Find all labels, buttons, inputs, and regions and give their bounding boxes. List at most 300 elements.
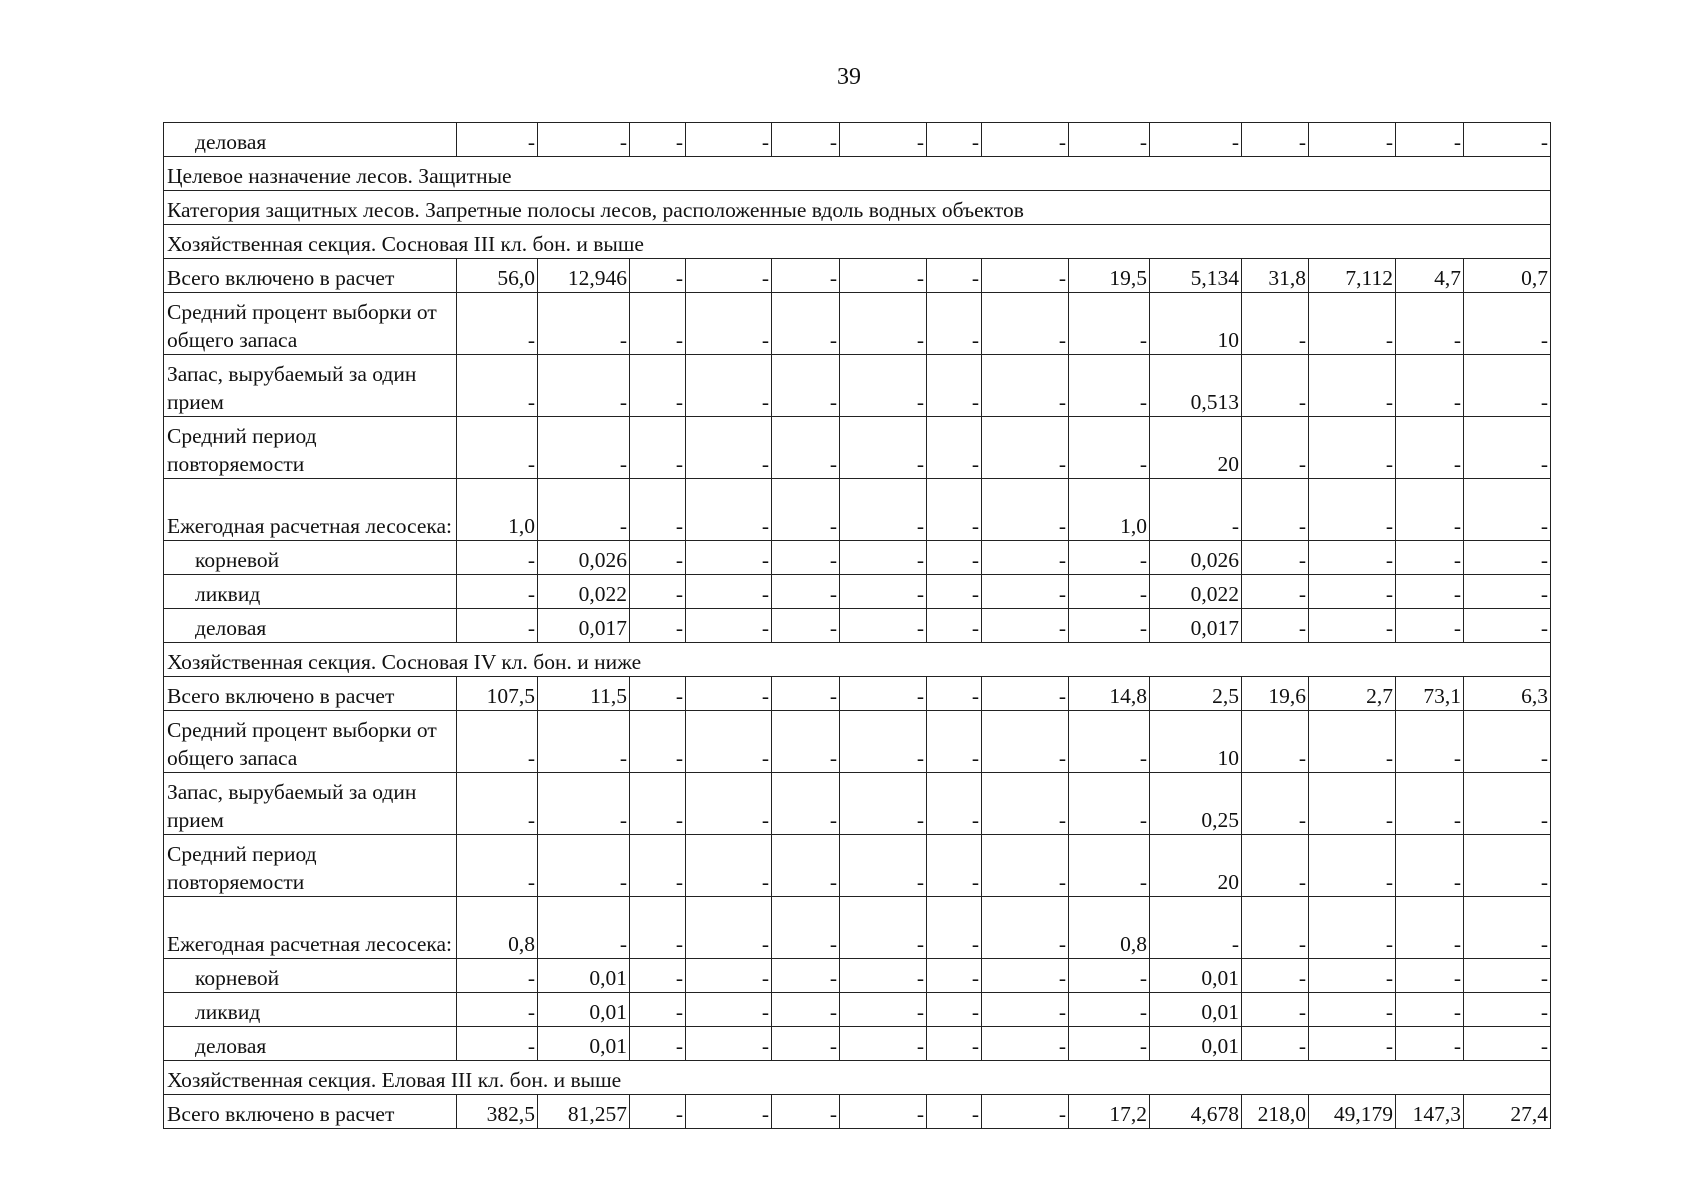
table-cell: - [927,993,982,1027]
table-cell: - [1309,609,1396,643]
table-cell: - [1309,959,1396,993]
table-cell: - [1464,609,1551,643]
table-row [164,355,1551,417]
table-cell: - [927,355,982,417]
section-row [164,1061,1551,1095]
table-cell: - [927,959,982,993]
table-cell: - [1069,293,1150,355]
table-row [164,1095,1551,1129]
table-cell: - [538,711,630,773]
table-cell: - [1069,1027,1150,1061]
table-cell: 0,022 [1150,575,1242,609]
table-cell: - [772,541,840,575]
table-cell: - [1069,835,1150,897]
table-cell: - [927,1095,982,1129]
table-row [164,959,1551,993]
table-cell: - [772,773,840,835]
table-cell: 20 [1150,417,1242,479]
table-cell: - [1464,835,1551,897]
table-cell: - [630,417,686,479]
table-cell: - [1464,479,1551,541]
table-cell: - [982,293,1069,355]
table-cell: - [772,609,840,643]
table-cell: - [1069,123,1150,157]
table-cell: 10 [1150,711,1242,773]
table-cell: - [457,1027,538,1061]
table-cell: 56,0 [457,259,538,293]
table-cell: - [1242,417,1309,479]
table-cell: - [1242,959,1309,993]
table-cell: 49,179 [1309,1095,1396,1129]
table-cell: - [1309,711,1396,773]
table-cell: - [1309,293,1396,355]
table-cell: - [1242,773,1309,835]
table-cell: - [927,677,982,711]
table-cell: - [840,259,927,293]
table-cell: 0,01 [1150,993,1242,1027]
table-cell: - [1464,1027,1551,1061]
row-label: Запас, вырубаемый за один прием [164,773,457,835]
table-cell: - [982,123,1069,157]
table-cell: - [686,541,772,575]
table-cell: - [1309,417,1396,479]
table-cell: - [686,1095,772,1129]
row-label: Средний период повторяемости [164,417,457,479]
table-cell: - [630,711,686,773]
table-cell: 73,1 [1396,677,1464,711]
table-cell: - [927,293,982,355]
table-cell: - [457,541,538,575]
table-cell: - [630,773,686,835]
table-cell: - [1464,417,1551,479]
table-cell: - [630,1095,686,1129]
table-cell: - [686,293,772,355]
table-cell: - [538,835,630,897]
table-cell: 31,8 [1242,259,1309,293]
table-cell: - [772,677,840,711]
table-cell: 0,513 [1150,355,1242,417]
table-cell: - [1242,123,1309,157]
table-cell: - [686,609,772,643]
table-cell: - [772,711,840,773]
table-cell: - [1309,835,1396,897]
table-cell: - [772,123,840,157]
table-cell: - [1069,355,1150,417]
table-cell: - [686,677,772,711]
table-row [164,479,1551,541]
table-cell: - [982,417,1069,479]
table-cell: - [1396,897,1464,959]
row-label: Средний период повторяемости [164,835,457,897]
section-title: Целевое назначение лесов. Защитные [164,157,1551,191]
table-cell: - [630,479,686,541]
table-cell: - [772,259,840,293]
table-cell: 0,01 [538,959,630,993]
table-cell: - [630,259,686,293]
table-cell: - [1396,123,1464,157]
row-label: деловая [164,1027,457,1061]
table-cell: - [457,835,538,897]
table-cell: - [840,711,927,773]
table-cell: - [1069,541,1150,575]
table-cell: - [1150,123,1242,157]
table-cell: - [1309,541,1396,575]
table-cell: - [1069,993,1150,1027]
table-cell: - [927,259,982,293]
section-row [164,643,1551,677]
table-cell: - [1396,479,1464,541]
table-cell: - [1396,773,1464,835]
table-cell: - [1069,417,1150,479]
table-cell: - [1069,959,1150,993]
table-row [164,993,1551,1027]
table-cell: - [772,1095,840,1129]
table-cell: - [840,123,927,157]
table-cell: 0,01 [538,1027,630,1061]
table-cell: 2,5 [1150,677,1242,711]
table-cell: - [686,355,772,417]
table-cell: - [982,479,1069,541]
table-cell: - [630,575,686,609]
table-cell: - [840,575,927,609]
table-cell: - [982,1027,1069,1061]
table-cell: - [538,773,630,835]
table-cell: 0,01 [538,993,630,1027]
table-cell: - [1069,773,1150,835]
table-cell: 27,4 [1464,1095,1551,1129]
table-cell: - [840,773,927,835]
table-cell: - [1242,897,1309,959]
table-cell: - [1309,479,1396,541]
table-cell: 4,7 [1396,259,1464,293]
table-cell: - [1396,541,1464,575]
table-cell: 20 [1150,835,1242,897]
table-row [164,259,1551,293]
table-cell: - [457,355,538,417]
table-row [164,897,1551,959]
table-cell: 6,3 [1464,677,1551,711]
table-cell: - [630,1027,686,1061]
table-cell: - [982,259,1069,293]
table-cell: - [772,355,840,417]
table-row [164,417,1551,479]
table-cell: - [840,355,927,417]
table-cell: - [982,575,1069,609]
table-cell: - [686,993,772,1027]
table-cell: 7,112 [1309,259,1396,293]
table-cell: - [1464,773,1551,835]
table-cell: - [457,293,538,355]
table-row [164,677,1551,711]
table-cell: - [1242,993,1309,1027]
table-body [164,123,1551,1129]
table-cell: - [1309,575,1396,609]
table-cell: - [840,897,927,959]
table-cell: - [927,609,982,643]
table-cell: - [686,417,772,479]
table-cell: 17,2 [1069,1095,1150,1129]
table-cell: - [927,479,982,541]
table-cell: 0,8 [457,897,538,959]
table-cell: - [1242,835,1309,897]
table-cell: - [538,417,630,479]
table-cell: 1,0 [457,479,538,541]
table-cell: - [630,897,686,959]
table-cell: - [1069,711,1150,773]
table-cell: - [772,993,840,1027]
table-cell: - [1242,609,1309,643]
section-title: Категория защитных лесов. Запретные полосы лесов, расположенные вдоль водных объектов [164,191,1551,225]
table-cell: - [630,959,686,993]
table-cell: - [772,959,840,993]
table-cell: - [538,479,630,541]
table-cell: - [982,773,1069,835]
section-row [164,157,1551,191]
table-cell: - [982,355,1069,417]
table-cell: - [538,355,630,417]
table-cell: - [772,897,840,959]
table-cell: - [686,123,772,157]
table-cell: - [840,541,927,575]
row-label: Всего включено в расчет [164,259,457,293]
table-cell: - [686,259,772,293]
table-cell: - [772,1027,840,1061]
table-cell: - [927,575,982,609]
table-cell: - [630,123,686,157]
row-label: корневой [164,959,457,993]
table-row [164,1027,1551,1061]
table-cell: 0,017 [1150,609,1242,643]
table-cell: - [840,1095,927,1129]
table-cell: - [982,677,1069,711]
table-cell: - [927,835,982,897]
table-cell: - [457,773,538,835]
table-cell: - [927,711,982,773]
table-cell: - [538,293,630,355]
row-label: Средний процент выборки от общего запаса [164,711,457,773]
table-cell: 0,01 [1150,1027,1242,1061]
table-cell: - [630,993,686,1027]
row-label: деловая [164,609,457,643]
table-cell: - [840,293,927,355]
table-cell: - [1396,417,1464,479]
table-cell: 19,5 [1069,259,1150,293]
table-cell: 12,946 [538,259,630,293]
table-cell: - [1464,575,1551,609]
table-cell: - [1396,959,1464,993]
row-label: Ежегодная расчетная лесосека: [164,479,457,541]
table-cell: - [1464,123,1551,157]
table-cell: 19,6 [1242,677,1309,711]
row-label: ликвид [164,575,457,609]
table-cell: - [457,993,538,1027]
table-cell: - [686,711,772,773]
table-cell: - [686,1027,772,1061]
table-cell: - [1242,479,1309,541]
table-cell: - [772,417,840,479]
table-cell: - [927,541,982,575]
table-cell: - [630,835,686,897]
table-cell: - [1396,993,1464,1027]
table-cell: 4,678 [1150,1095,1242,1129]
table-cell: - [686,897,772,959]
table-cell: - [982,897,1069,959]
cutting-area-table [163,122,1551,1129]
table-cell: - [982,711,1069,773]
table-cell: - [772,575,840,609]
table-cell: - [1396,835,1464,897]
section-title: Хозяйственная секция. Сосновая III кл. бон. и выше [164,225,1551,259]
row-label: Ежегодная расчетная лесосека: [164,897,457,959]
table-cell: - [927,1027,982,1061]
table-cell: - [1150,897,1242,959]
table-cell: - [1242,541,1309,575]
table-cell: - [457,609,538,643]
table-cell: - [1396,355,1464,417]
table-cell: - [1464,897,1551,959]
table-cell: 0,01 [1150,959,1242,993]
page-number: 39 [837,64,861,90]
table-cell: 218,0 [1242,1095,1309,1129]
table-row [164,609,1551,643]
table-cell: - [840,1027,927,1061]
table-cell: 0,8 [1069,897,1150,959]
table-cell: 0,017 [538,609,630,643]
table-cell: - [630,677,686,711]
table-cell: - [1242,293,1309,355]
table-cell: - [1464,959,1551,993]
table-cell: - [1309,773,1396,835]
table-cell: - [1464,541,1551,575]
table-cell: 382,5 [457,1095,538,1129]
table-cell: - [1396,575,1464,609]
row-label: Запас, вырубаемый за один прием [164,355,457,417]
row-label: Всего включено в расчет [164,677,457,711]
row-label: деловая [164,123,457,157]
table-cell: 11,5 [538,677,630,711]
table-cell: - [630,293,686,355]
table-cell: - [927,897,982,959]
table-cell: - [772,835,840,897]
table-cell: - [1150,479,1242,541]
table-cell: - [982,1095,1069,1129]
table-cell: - [1069,609,1150,643]
table-cell: - [840,609,927,643]
table-cell: - [982,541,1069,575]
table-row [164,293,1551,355]
table-cell: - [538,897,630,959]
table-cell: - [457,123,538,157]
table-cell: - [1242,711,1309,773]
table-cell: - [1309,897,1396,959]
table-cell: - [1309,123,1396,157]
table-cell: - [982,609,1069,643]
table-cell: - [1309,1027,1396,1061]
table-cell: - [1396,711,1464,773]
table-cell: - [1464,293,1551,355]
table-cell: - [840,677,927,711]
table-cell: 0,25 [1150,773,1242,835]
table-cell: - [840,479,927,541]
table-cell: 0,022 [538,575,630,609]
table-cell: - [772,293,840,355]
table-cell: - [927,417,982,479]
table-cell: - [927,123,982,157]
table-row [164,835,1551,897]
row-label: Средний процент выборки от общего запаса [164,293,457,355]
table-cell: - [840,959,927,993]
table-row [164,773,1551,835]
table-cell: - [1396,293,1464,355]
table-cell: - [982,835,1069,897]
table-cell: - [686,835,772,897]
table-cell: 107,5 [457,677,538,711]
table-cell: - [982,993,1069,1027]
table-cell: - [927,773,982,835]
row-label: ликвид [164,993,457,1027]
table-cell: - [686,773,772,835]
table-cell: 81,257 [538,1095,630,1129]
table-cell: 14,8 [1069,677,1150,711]
section-title: Хозяйственная секция. Еловая III кл. бон. и выше [164,1061,1551,1095]
table-cell: - [457,575,538,609]
section-row [164,191,1551,225]
table-row [164,541,1551,575]
table-cell: - [1242,355,1309,417]
table-cell: - [1396,609,1464,643]
table-cell: - [772,479,840,541]
table-cell: - [840,993,927,1027]
table-cell: - [457,959,538,993]
table-cell: - [1464,993,1551,1027]
table-cell: 2,7 [1309,677,1396,711]
table-cell: 10 [1150,293,1242,355]
table-cell: - [686,479,772,541]
table-cell: - [630,541,686,575]
table-cell: - [630,355,686,417]
table-cell: - [1464,711,1551,773]
table-cell: - [1396,1027,1464,1061]
section-title: Хозяйственная секция. Сосновая IV кл. бон. и ниже [164,643,1551,677]
table-cell: - [1242,575,1309,609]
table-cell: - [1069,575,1150,609]
table-cell: 0,026 [538,541,630,575]
table-cell: 5,134 [1150,259,1242,293]
table-cell: - [840,835,927,897]
table-cell: - [1242,1027,1309,1061]
section-row [164,225,1551,259]
table-cell: - [840,417,927,479]
table-cell: - [1309,993,1396,1027]
table-cell: - [982,959,1069,993]
table-cell: 147,3 [1396,1095,1464,1129]
table-row [164,575,1551,609]
table-cell: 1,0 [1069,479,1150,541]
table-row [164,711,1551,773]
row-label: корневой [164,541,457,575]
table-cell: 0,026 [1150,541,1242,575]
table-cell: - [538,123,630,157]
row-label: Всего включено в расчет [164,1095,457,1129]
table-cell: - [630,609,686,643]
table-cell: - [457,417,538,479]
table-cell: - [1464,355,1551,417]
table-cell: - [457,711,538,773]
table-row [164,123,1551,157]
table-cell: - [686,959,772,993]
table-cell: 0,7 [1464,259,1551,293]
table-cell: - [1309,355,1396,417]
